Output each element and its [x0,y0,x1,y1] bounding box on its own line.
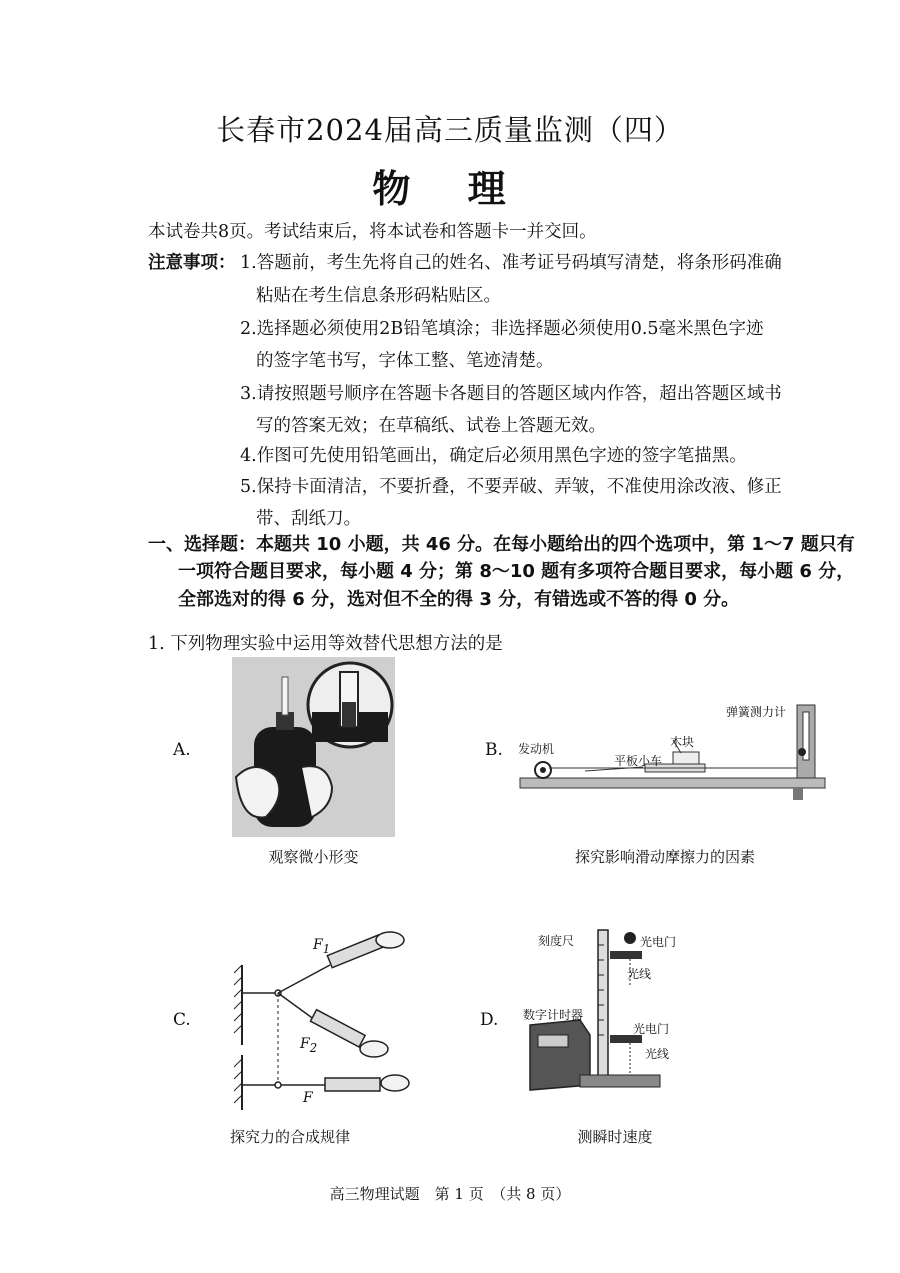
option-c-caption: 探究力的合成规律 [229,1128,350,1146]
intro-text: 本试卷共8页。考试结束后，将本试卷和答题卡一并交回。 [148,222,597,242]
label-ray-1: 光线 [627,967,652,981]
note-1a: 1.答题前，考生先将自己的姓名、准考证号码填写清楚，将条形码准确 [240,253,782,273]
label-motor: 发动机 [518,742,555,756]
option-d-label: D. [480,1010,499,1030]
note-3b: 写的答案无效；在草稿纸、试卷上答题无效。 [256,416,606,436]
label-f2 [300,1036,317,1055]
note-1b: 粘贴在考生信息条形码粘贴区。 [256,286,501,306]
option-a-figure [232,657,395,837]
note-5b: 带、刮纸刀。 [256,509,361,529]
note-5a: 5.保持卡面清洁，不要折叠，不要弄破、弄皱，不准使用涂改液、修正 [240,477,782,497]
label-f: F [303,1090,313,1106]
section1-line2: 一项符合题目要求，每小题 4 分；第 8～10 题有多项符合题目要求，每小题 6 分， [178,561,855,582]
exam-title: 长春市2024届高三质量监测（四） [216,113,684,147]
note-2a: 2.选择题必须使用2B铅笔填涂；非选择题必须使用0.5毫米黑色字迹 [240,319,764,339]
label-f2-letter: F [300,1036,310,1052]
subject-title: 物 理 [372,167,528,211]
note-2b: 的签字笔书写，字体工整、笔迹清楚。 [256,351,554,371]
label-f1 [313,937,330,956]
option-c-label: C. [173,1010,191,1030]
page-footer: 高三物理试题 第 1 页 （共 8 页） [329,1185,571,1203]
option-a-caption: 观察微小形变 [268,848,359,866]
label-f1-letter: F [313,937,323,953]
option-a-label: A. [173,740,191,760]
note-3a: 3.请按照题号顺序在答题卡各题目的答题区域内作答，超出答题区域书 [240,384,782,404]
notes-label: 注意事项： [148,253,236,273]
label-gate-1: 光电门 [640,935,677,949]
label-gate-2: 光电门 [633,1022,670,1036]
note-4: 4.作图可先使用铅笔画出，确定后必须用黑色字迹的签字笔描黑。 [240,446,747,466]
option-b-label: B. [485,740,503,760]
option-d-caption: 测瞬时速度 [577,1128,653,1146]
label-block: 木块 [670,735,695,749]
label-timer: 数字计时器 [523,1008,584,1022]
label-ruler: 刻度尺 [538,934,575,948]
label-spring-scale: 弹簧测力计 [726,705,787,719]
label-ray-2: 光线 [645,1047,670,1061]
label-f1-sub: 1 [322,941,331,956]
section1-line3: 全部选对的得 6 分，选对但不全的得 3 分，有错选或不答的得 0 分。 [178,589,740,610]
label-f2-sub: 2 [309,1040,318,1055]
question1-stem: 1. 下列物理实验中运用等效替代思想方法的是 [148,634,503,654]
label-cart: 平板小车 [614,754,663,768]
option-b-caption: 探究影响滑动摩擦力的因素 [574,848,755,866]
section1-line1: 一、选择题：本题共 10 小题，共 46 分。在每小题给出的四个选项中，第 1～7 题只有 [148,534,855,555]
